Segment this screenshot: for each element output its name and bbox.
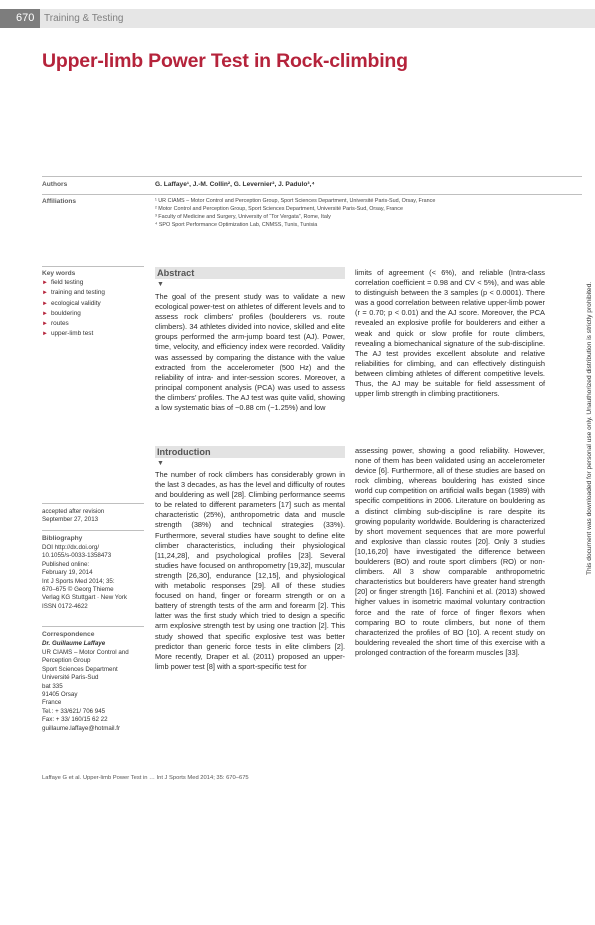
abstract-heading: Abstract <box>157 268 195 278</box>
bibliography-line: Verlag KG Stuttgart · New York <box>42 594 127 602</box>
keyword-item: ► routes <box>42 320 69 328</box>
affiliations-label: Affiliations <box>42 198 77 205</box>
bibliography-line: 670–675 © Georg Thieme <box>42 586 114 594</box>
authors-label: Authors <box>42 181 68 188</box>
divider <box>42 176 582 177</box>
article-title: Upper-limb Power Test in Rock-climbing <box>42 50 408 72</box>
bullet-triangle-icon: ► <box>42 331 48 338</box>
bibliography-label: Bibliography <box>42 535 83 542</box>
correspondence-line: Perception Group <box>42 657 91 665</box>
bibliography-line: Published online: <box>42 560 90 568</box>
bibliography-line: DOI http://dx.doi.org/ <box>42 544 100 551</box>
bibliography-block <box>42 544 147 611</box>
abstract-column-1: The goal of the present study was to validate a new ecological power-test on athletes of different levels and to assess rock climbers’ profiles (boulderers vs. route climbers). 34 athletes divided into novice, skilled and elite groups performed the arm-jump board test (AJ). Power, time, velocity, and efficiency index were recorded. Validity was assessed by comparing the distance with the value extracted from the accelerometer (500 Hz) and the reliability of intra- and inter-session scores. Moreover, a principal component analysis (PCA) was used to assess the climbers’ profiles. The AJ test was quite valid, showing a low systematic bias of −0.88 cm (−1.25%) and low <box>155 292 345 413</box>
keyword-item: ► field testing <box>42 279 84 286</box>
arrow-down-icon: ▼ <box>157 460 164 467</box>
affiliation-line: ³ Faculty of Medicine and Surgery, University of “Tor Vergata”, Rome, Italy <box>155 214 331 220</box>
keyword-item: ► upper-limb test <box>42 330 94 338</box>
introduction-column-1: The number of rock climbers has considerably grown in the last 3 decades, as has the level and difficulty of routes and bouldering as well [28]. Climbing performance seems to be related to different parameters [17] such as mental characteristic (25%), anthropometric data and muscle strength (38%) and technical strategies (33%). Furthermore, several studies have sought to define elite climber characteristics, including their physiological [11,24,28], and psychological profiles [23]. Several studies have focused on anthropometry [19,32], muscular strength [26,30], endurance [12,15], and physiological with metabolic responses [29]. All of these studies focused on hand, finger or forearm strength or on a battery of strength tests of the arm and forearm [2]. This latter was the first study which tried to design a specific arm explosive strength test by using one traction [2]. This study showed that specific explosive test was better predictor than generic force tests in elite climbers [2]. More recently, Draper et al. (2011) proposed an upper-limb power test [8] with a sport-specific test for <box>155 470 345 671</box>
page-footer: Laffaye G et al. Upper-limb Power Test in … Int J Sports Med 2014; 35: 670–675 <box>42 775 249 781</box>
bullet-triangle-icon: ► <box>42 290 48 297</box>
abstract-column-2: limits of agreement (< 6%), and reliable (Intra-class correlation coefficient = 0.98 and CV < 5%), and was able to distinguish between the 3 samples (p < 0.0001). There was a good correlation between relative upper-limb power (r = 0.70; p < 0.01) and the AJ score. Moreover, the PCA revealed an explosive profile for boulderers and either a weak and quick or slow profile for route climbers, revealing a biomechanical signature of the sub-discipline. The AJ test provides excellent absolute and relative reliabilities for climbing, and can effectively distinguish between climbing athletes of different competitive levels. Thus, the AJ may be suitable for field assessment of upper limb strength in climbing practitioners. <box>355 268 545 399</box>
correspondence-line: Sport Sciences Department <box>42 665 118 673</box>
keywords-list <box>42 278 147 340</box>
keywords-label: Key words <box>42 270 76 277</box>
correspondence-line: UR CIAMS – Motor Control and <box>42 649 129 656</box>
affiliation-line: ² Motor Control and Perception Group, Sport Sciences Department, Université Paris-Sud, Orsay, France <box>155 206 403 212</box>
arrow-down-icon: ▼ <box>157 281 164 288</box>
correspondence-name: Dr. Guillaume Laffaye <box>42 640 106 647</box>
bullet-triangle-icon: ► <box>42 321 48 328</box>
introduction-heading: Introduction <box>157 447 211 457</box>
divider <box>42 194 582 195</box>
correspondence-line: 91405 Orsay <box>42 691 78 699</box>
divider <box>42 626 144 627</box>
correspondence-line: guillaume.laffaye@hotmail.fr <box>42 724 121 732</box>
keyword-item: ► training and testing <box>42 289 105 297</box>
introduction-column-2: assessing power, showing a good reliability. However, none of them has been validated using an accelerometer device [6]. Furthermore, all of these studies are based on rock climbing, whereas bouldering has existed since world cup competition on artificial walls began (1989) with specific competitions in 2006. Literature on bouldering as a distinct climbing sub-discipline is rare despite its growing popularity worldwide. Bouldering is characterized by short movement sequences that are more powerful and explosive than classic routes [20]. Only 3 studies [10,16,20] have investigated the difference between boulderers (BO) and route sport climbers (RO) or non-climbers. All 3 show comparable anthropometric characteristics but boulderers have greater hand strength [20] or finger strength [16]. Fanchini et al. (2013) showed higher values in isometric maximal voluntary contraction force and the rate of force of finger flexors when comparing BO to route climbers, but none of them characterized the profiles of BO [10]. A recent study on bouldering revealed the short time of this exercise with a prolonged contraction of the forearm muscles [33]. <box>355 446 545 657</box>
correspondence-line: France <box>42 699 62 707</box>
bibliography-line: February 19, 2014 <box>42 569 93 577</box>
bibliography-line: Int J Sports Med 2014; 35: <box>42 577 115 585</box>
correspondence-line: Tel.: + 33/621/ 706 945 <box>42 707 106 715</box>
affiliation-line: ⁴ SPO Sport Performance Optimization Lab, CNMSS, Tunis, Tunisia <box>155 222 318 228</box>
bullet-triangle-icon: ► <box>42 280 48 286</box>
page-number: 670 <box>16 12 35 24</box>
divider <box>42 503 144 504</box>
page-number-box <box>0 9 40 28</box>
correspondence-label: Correspondence <box>42 631 95 638</box>
correspondence-line: bat 335 <box>42 682 63 690</box>
bibliography-line: ISSN 0172-4622 <box>42 602 88 610</box>
divider <box>42 266 144 267</box>
section-label: Training & Testing <box>44 13 124 24</box>
vertical-note-wrap <box>586 281 595 925</box>
download-notice: This document was downloaded for personal use only. Unauthorized distribution is strictly prohibited. <box>586 281 593 575</box>
accepted-label: accepted after revision <box>42 508 105 515</box>
authors: G. Laffaye¹, J.-M. Collin², G. Levernier², J. Padulo³,⁴ <box>155 181 315 188</box>
correspondence-line: Fax: + 33/ 160/15 62 22 <box>42 716 108 724</box>
correspondence-line: Université Paris-Sud <box>42 674 99 682</box>
keyword-item: ► bouldering <box>42 309 81 317</box>
divider <box>42 530 144 531</box>
correspondence-block <box>42 649 147 733</box>
bullet-triangle-icon: ► <box>42 300 48 307</box>
bullet-triangle-icon: ► <box>42 310 48 317</box>
affiliation-line: ¹ UR CIAMS – Motor Control and Perception Group, Sport Sciences Department, Université Paris-Sud, Orsay, France <box>155 198 436 204</box>
bibliography-line: 10.1055/s-0033-1358473 <box>42 552 112 560</box>
keyword-item: ► ecological validity <box>42 299 101 307</box>
accepted-date: September 27, 2013 <box>42 516 99 523</box>
